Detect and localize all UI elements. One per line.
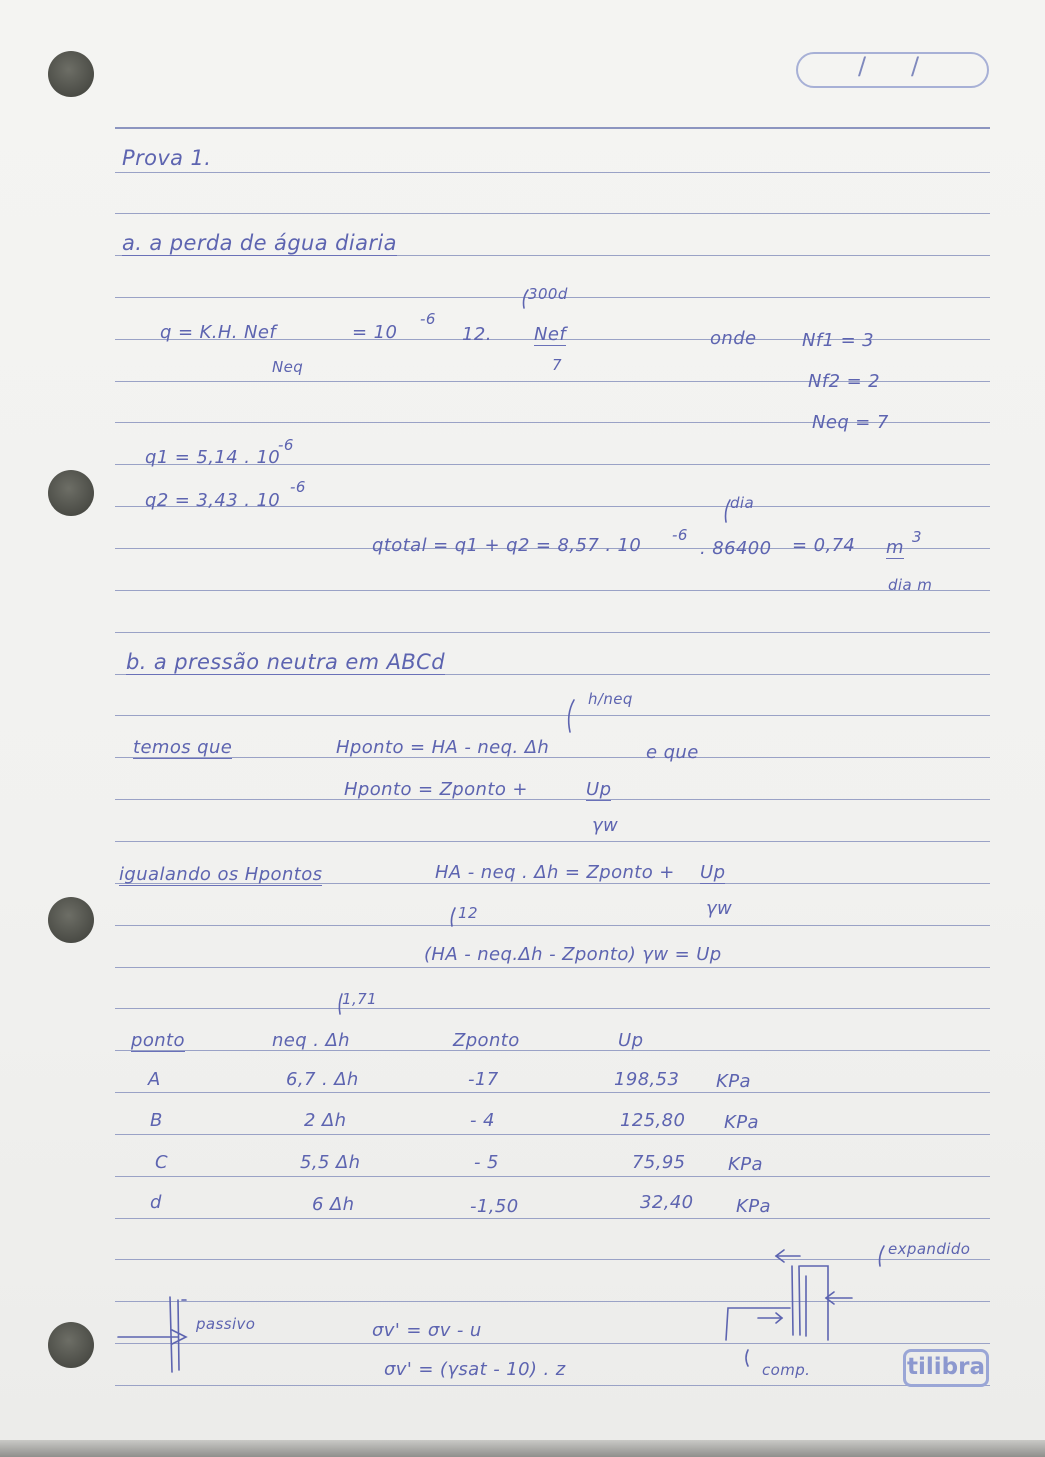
table-header-up: Up <box>618 1030 644 1051</box>
table-cell-up: 198,53 <box>614 1069 680 1090</box>
comp-label: comp. <box>762 1361 811 1379</box>
passivo-label: passivo <box>196 1315 256 1333</box>
table-cell-unit: KPa <box>724 1112 759 1133</box>
page-edge <box>0 1440 1045 1457</box>
formula-nef: Nef <box>534 324 567 345</box>
equation-2-numerator: Up <box>586 779 612 800</box>
table-header-neq: neq . Δh <box>272 1030 350 1051</box>
table-cell-unit: KPa <box>736 1196 771 1217</box>
exponent: -6 <box>420 310 436 328</box>
annotation: h/neq <box>588 690 633 708</box>
formula-seven: 7 <box>552 356 562 374</box>
section-b-heading: b. a pressão neutra em ABCd <box>126 650 445 674</box>
annotation: dia <box>730 494 755 512</box>
table-cell-ponto: A <box>148 1069 161 1090</box>
equation-4: (HA - neq.Δh - Zponto) γw = Up <box>424 944 722 965</box>
table-cell-z: - 5 <box>474 1152 499 1173</box>
equation-3: HA - neq . Δh = Zponto + <box>435 862 675 883</box>
section-a-heading: a. a perda de água diaria <box>122 231 397 255</box>
e-que-label: e que <box>646 742 699 763</box>
table-cell-up: 75,95 <box>632 1152 686 1173</box>
expandido-label: expandido <box>888 1240 971 1258</box>
table-cell-ponto: d <box>150 1192 162 1213</box>
table-cell-neq: 6 Δh <box>312 1194 355 1215</box>
table-cell-ponto: B <box>150 1110 163 1131</box>
nf2-value: Nf2 = 2 <box>808 371 881 392</box>
table-cell-neq: 2 Δh <box>304 1110 347 1131</box>
equation-2-denominator: γw <box>592 815 619 836</box>
onde-label: onde <box>710 328 757 349</box>
equation-5: σv' = σv - u <box>372 1320 482 1341</box>
annotation: 12 <box>458 904 478 922</box>
annotation: 300d <box>528 285 568 303</box>
q2-value: q2 = 3,43 . 10 <box>145 490 281 511</box>
table-cell-unit: KPa <box>728 1154 763 1175</box>
qtotal-result: = 0,74 <box>792 535 856 556</box>
formula-eq: = 10 <box>352 322 398 343</box>
qtotal-unit-denominator: dia m <box>888 576 933 594</box>
exponent: -6 <box>290 478 306 496</box>
table-cell-ponto: C <box>155 1152 168 1173</box>
qtotal-unit: m <box>886 537 904 558</box>
table-cell-z: -17 <box>468 1069 499 1090</box>
neq-value: Neq = 7 <box>812 412 889 433</box>
equation-1: Hponto = HA - neq. Δh <box>336 737 550 758</box>
page-title: Prova 1. <box>122 146 212 170</box>
equation-3-numerator: Up <box>700 862 726 883</box>
table-cell-up: 32,40 <box>640 1192 694 1213</box>
table-cell-z: -1,50 <box>470 1196 519 1217</box>
table-cell-z: - 4 <box>470 1110 495 1131</box>
nf1-value: Nf1 = 3 <box>802 330 875 351</box>
q1-value: q1 = 5,14 . 10 <box>145 447 281 468</box>
exponent: -6 <box>672 526 688 544</box>
equation-2: Hponto = Zponto + <box>344 779 528 800</box>
qtotal-multiplier: . 86400 <box>700 538 772 559</box>
date-slash: / <box>911 52 920 80</box>
table-cell-up: 125,80 <box>620 1110 686 1131</box>
formula-factor: 12. <box>462 324 492 345</box>
temos-que-label: temos que <box>133 737 233 758</box>
annotation: 1,71 <box>342 990 377 1008</box>
exponent: -6 <box>278 436 294 454</box>
table-cell-neq: 6,7 . Δh <box>286 1069 359 1090</box>
equation-3-denominator: γw <box>706 898 733 919</box>
formula-q-denominator: Neq <box>272 358 304 376</box>
qtotal-formula: qtotal = q1 + q2 = 8,57 . 10 <box>372 535 642 556</box>
exponent: 3 <box>912 528 922 546</box>
table-cell-unit: KPa <box>716 1071 751 1092</box>
igualando-label: igualando os Hpontos <box>119 864 323 885</box>
equation-6: σv' = (γsat - 10) . z <box>384 1359 566 1380</box>
brand-logo: tilibra <box>903 1349 989 1387</box>
table-header-zponto: Zponto <box>453 1030 520 1051</box>
date-slash: / <box>858 52 867 80</box>
formula-q: q = K.H. Nef <box>160 322 277 343</box>
table-cell-neq: 5,5 Δh <box>300 1152 361 1173</box>
table-header-ponto: ponto <box>131 1030 185 1051</box>
